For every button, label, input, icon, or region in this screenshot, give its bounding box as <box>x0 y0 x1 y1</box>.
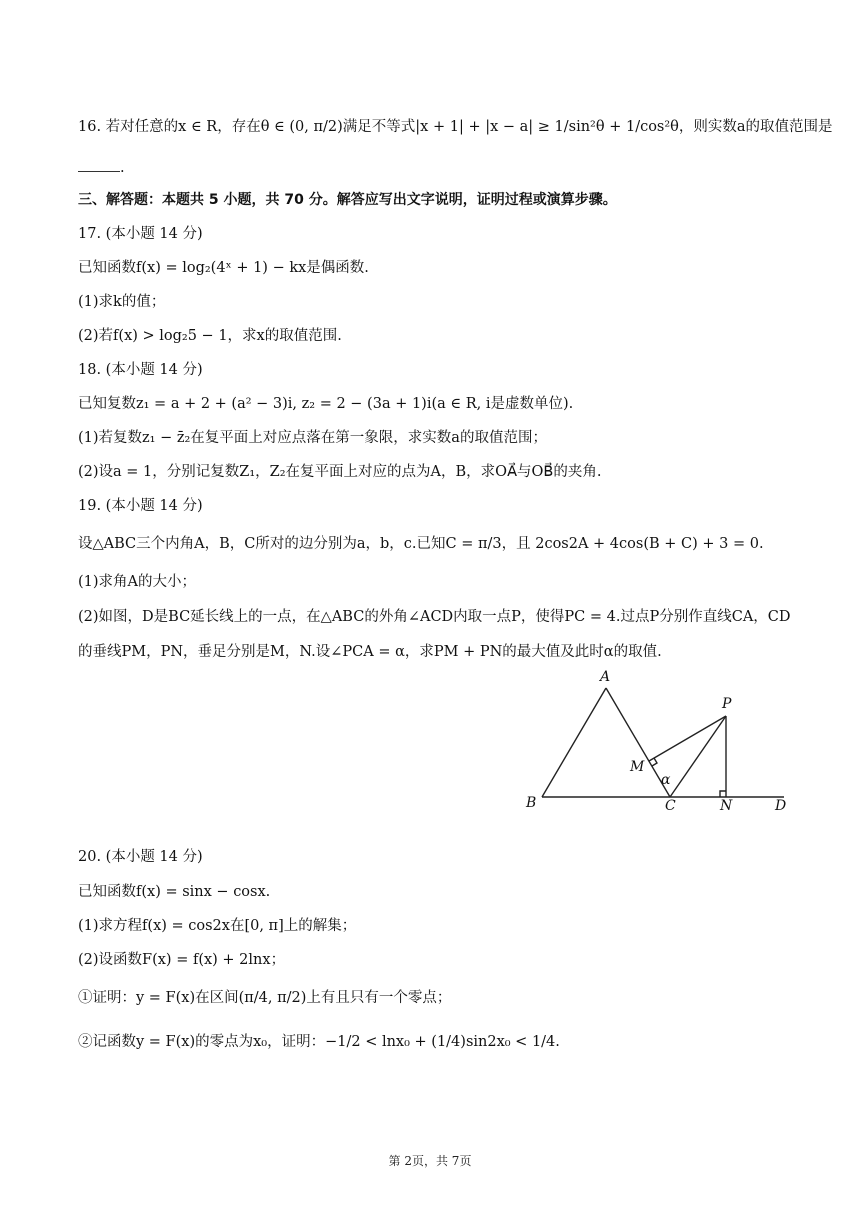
q20-part2-ii: ②记函数y = F(x)的零点为x₀，证明：−1/2 < lnx₀ + (1/4)sin2x₀ < 1/4. <box>78 1034 560 1050</box>
line-pm <box>649 716 726 761</box>
label-m: M <box>630 759 645 775</box>
label-b: B <box>526 795 537 811</box>
line-ab <box>542 688 606 797</box>
q18-stem: 已知复数z₁ = a + 2 + (a² − 3)i, z₂ = 2 − (3a + 1)i(a ∈ R, i是虚数单位). <box>78 396 574 412</box>
geometry-figure <box>520 664 800 814</box>
q16-line1: 16. 若对任意的x ∈ R，存在θ ∈ (0, π/2)满足不等式|x + 1| + |x − a| ≥ 1/sin²θ + 1/cos²θ，则实数a的取值范围是 <box>78 119 833 135</box>
label-n: N <box>720 798 733 814</box>
q18-part1: (1)若复数z₁ − z̄₂在复平面上对应点落在第一象限，求实数a的取值范围； <box>78 430 547 446</box>
q20-part2: (2)设函数F(x) = f(x) + 2lnx； <box>78 952 286 968</box>
label-d: D <box>775 798 787 814</box>
section-title: 三、解答题：本题共 5 小题，共 70 分。解答应写出文字说明，证明过程或演算步骤。 <box>78 192 617 208</box>
label-alpha: α <box>661 772 671 788</box>
right-angle-n <box>720 791 726 797</box>
q16-period: . <box>120 160 125 176</box>
line-cp <box>670 716 726 797</box>
q17-part1: (1)求k的值； <box>78 294 166 310</box>
label-c: C <box>665 798 676 814</box>
q17-part2: (2)若f(x) > log₂5 − 1，求x的取值范围. <box>78 328 342 344</box>
q17-stem: 已知函数f(x) = log₂(4ˣ + 1) − kx是偶函数. <box>78 260 369 276</box>
q16-line2 <box>78 158 125 178</box>
q18-part2: (2)设a = 1，分别记复数Z₁，Z₂在复平面上对应的点为A，B，求OA⃗与OB⃗的夹角. <box>78 464 602 480</box>
q20-stem: 已知函数f(x) = sinx − cosx. <box>78 884 271 900</box>
q19-stem: 设△ABC三个内角A，B，C所对的边分别为a，b，c.已知C = π/3，且 2cos2A + 4cos(B + C) + 3 = 0. <box>78 536 764 552</box>
answer-blank <box>78 159 120 172</box>
page-footer: 第 2页，共 7页 <box>388 1154 472 1168</box>
q20-header: 20. (本小题 14 分) <box>78 849 203 865</box>
q18-header: 18. (本小题 14 分) <box>78 362 203 378</box>
q19-part1: (1)求角A的大小； <box>78 574 197 590</box>
q19-part2b: 的垂线PM，PN，垂足分别是M，N.设∠PCA = α，求PM + PN的最大值及此时α的取值. <box>78 644 662 660</box>
q17-header: 17. (本小题 14 分) <box>78 226 203 242</box>
q19-header: 19. (本小题 14 分) <box>78 498 203 514</box>
label-p: P <box>722 696 732 712</box>
q19-part2a: (2)如图，D是BC延长线上的一点，在△ABC的外角∠ACD内取一点P，使得PC = 4.过点P分别作直线CA，CD <box>78 609 791 625</box>
q20-part2-i: ①证明：y = F(x)在区间(π/4, π/2)上有且只有一个零点； <box>78 990 452 1006</box>
label-a: A <box>600 669 611 685</box>
q20-part1: (1)求方程f(x) = cos2x在[0, π]上的解集； <box>78 918 357 934</box>
